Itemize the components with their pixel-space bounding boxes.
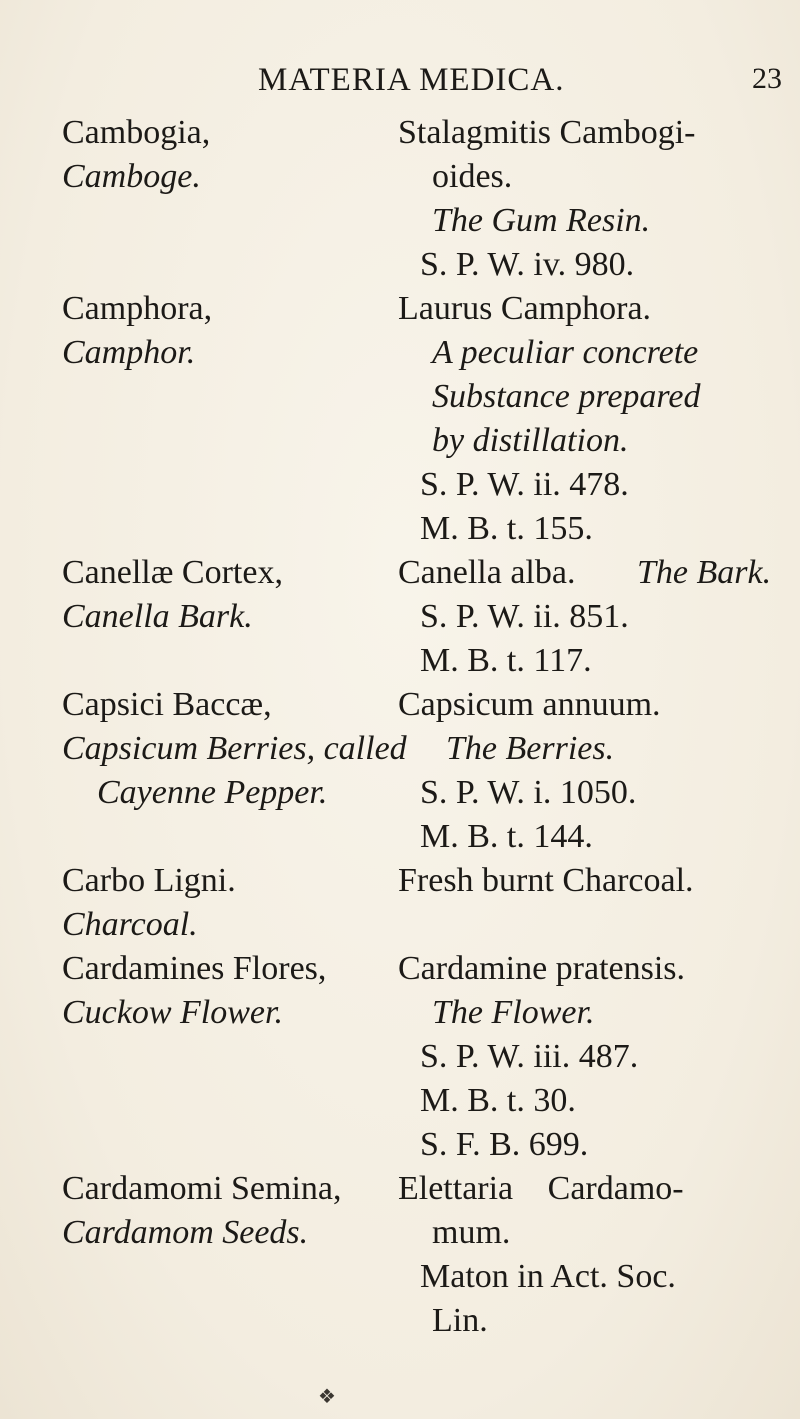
entry-capsicum-ref-mb: M. B. t. 144. xyxy=(420,818,593,855)
entry-cardamine-latin: Cardamines Flores, xyxy=(62,950,327,987)
entry-carbo-english: Charcoal. xyxy=(62,906,198,943)
entry-cardamine-part: The Flower. xyxy=(432,994,595,1031)
entry-cardamom-latin: Cardamomi Semina, xyxy=(62,1170,342,1207)
entry-canella-ref-spw: S. P. W. ii. 851. xyxy=(420,598,629,635)
entry-camphora-english: Camphor. xyxy=(62,334,196,371)
entry-camphora-desc-1: A peculiar concrete xyxy=(432,334,699,371)
entry-cardamine-ref-spw: S. P. W. iii. 487. xyxy=(420,1038,639,1075)
entry-camphora-ref-mb: M. B. t. 155. xyxy=(420,510,593,547)
page-header xyxy=(0,62,800,102)
entry-cardamom-botanical-cont: mum. xyxy=(432,1214,511,1251)
entry-camphora-desc-3: by distillation. xyxy=(432,422,629,459)
entry-cardamom-ref-cont: Lin. xyxy=(432,1302,488,1339)
entry-capsicum-ref-spw: S. P. W. i. 1050. xyxy=(420,774,637,811)
entry-cambogia-english: Camboge. xyxy=(62,158,201,195)
entry-cardamine-botanical: Cardamine pratensis. xyxy=(398,950,686,987)
entry-cardamine-ref-mb: M. B. t. 30. xyxy=(420,1082,576,1119)
entry-cambogia-botanical: Stalagmitis Cambogi- xyxy=(398,114,696,151)
running-title: MATERIA MEDICA. xyxy=(258,62,565,98)
entry-cardamine-ref-sfb: S. F. B. 699. xyxy=(420,1126,589,1163)
entry-canella-part: The Bark. xyxy=(637,554,772,591)
entry-camphora-desc-2: Substance prepared xyxy=(432,378,701,415)
entry-camphora-latin: Camphora, xyxy=(62,290,213,327)
entry-canella-ref-mb: M. B. t. 117. xyxy=(420,642,592,679)
entry-capsicum-botanical: Capsicum annuum. xyxy=(398,686,661,723)
entry-camphora-ref-spw: S. P. W. ii. 478. xyxy=(420,466,629,503)
entry-cardamine-english: Cuckow Flower. xyxy=(62,994,283,1031)
entry-cambogia-ref-spw: S. P. W. iv. 980. xyxy=(420,246,635,283)
entry-canella-botanical: Canella alba. xyxy=(398,554,576,591)
entry-cardamom-ref: Maton in Act. Soc. xyxy=(420,1258,676,1295)
entry-cardamom-botanical: Elettaria Cardamo- xyxy=(398,1170,684,1207)
entry-capsicum-latin: Capsici Baccæ, xyxy=(62,686,272,723)
entry-carbo-latin: Carbo Ligni. xyxy=(62,862,236,899)
page-number: 23 xyxy=(752,62,782,95)
entry-carbo-description: Fresh burnt Charcoal. xyxy=(398,862,694,899)
entry-capsicum-english-cont: Cayenne Pepper. xyxy=(97,774,328,811)
entry-canella-english: Canella Bark. xyxy=(62,598,253,635)
entry-capsicum-part: The Berries. xyxy=(446,730,615,767)
entry-cambogia-latin: Cambogia, xyxy=(62,114,211,151)
entry-cambogia-botanical-cont: oides. xyxy=(432,158,513,195)
entry-camphora-botanical: Laurus Camphora. xyxy=(398,290,652,327)
entry-canella-latin: Canellæ Cortex, xyxy=(62,554,283,591)
entry-capsicum-english: Capsicum Berries, called xyxy=(62,730,407,767)
entry-cambogia-part: The Gum Resin. xyxy=(432,202,651,239)
ink-blot-mark: ❖ xyxy=(318,1386,336,1408)
entry-cardamom-english: Cardamom Seeds. xyxy=(62,1214,309,1251)
